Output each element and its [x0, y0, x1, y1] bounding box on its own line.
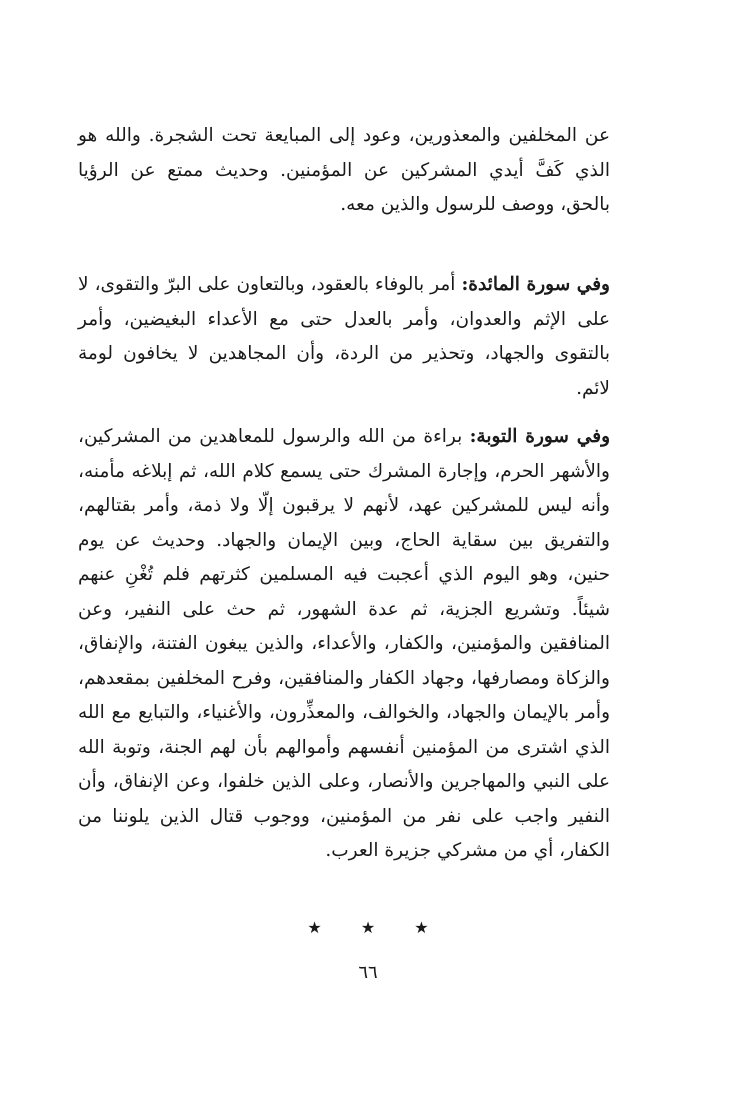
star-icon: ★	[360, 918, 376, 937]
star-icon: ★	[307, 918, 322, 937]
page-number: ٦٦	[358, 962, 378, 983]
section-separator	[0, 918, 736, 937]
star-icon: ★	[414, 918, 429, 937]
paragraph-3	[78, 420, 610, 869]
paragraph-2	[78, 268, 610, 406]
paragraph-1	[78, 119, 610, 223]
paragraph-3-lead: وفي سورة التوبة:	[469, 426, 610, 447]
paragraph-2-lead: وفي سورة المائدة:	[461, 274, 610, 295]
paragraph-3-text: براءة من الله والرسول للمعاهدين من المشركين، والأشهر الحرم، وإجارة المشرك حتى يسمع كلام الله، ثم إبلاغه مأمنه، وأنه ليس للمشركين عهد، لأنهم لا يرقبون إلّا ولا ذمة، وأمر بقتالهم، والتفريق بين سقاية الحاج، وبين الإيمان والجهاد. وحديث عن يوم حنين، وهو اليوم الذي أعجبت فيه المسلمين كثرتهم فلم تُغْنِ عنهم شيئاً. وتشريع الجزية، ثم عدة الشهور، ثم حث على النفير، وعن المنافقين والمؤمنين، والكفار، والأعداء، والذين يبغون الفتنة، والإنفاق، والزكاة ومصارفها، وجهاد الكفار والمنافقين، وفرح المخلفين بمقعدهم، وأمر بالإيمان والجهاد، والخوالف، والمعذِّرون، والأغنياء، والتبايع مع الله الذي اشترى من المؤمنين أنفسهم وأموالهم بأن لهم الجنة، وتوبة الله على النبي والمهاجرين والأنصار، وعلى الذين خلفوا، وعن الإنفاق، وأن النفير واجب على نفر من المؤمنين، ووجوب قتال الذين يلوننا من الكفار، أي من مشركي جزيرة العرب.	[78, 426, 610, 861]
paragraph-1-text: عن المخلفين والمعذورين، وعود إلى المبايعة تحت الشجرة. والله هو الذي كَفَّ أيدي المشركين عن المؤمنين. وحديث ممتع عن الرؤيا بالحق، ووصف للرسول والذين معه.	[78, 125, 610, 215]
paragraph-2-text: أمر بالوفاء بالعقود، وبالتعاون على البرّ والتقوى، لا على الإثم والعدوان، وأمر بالعدل حتى مع الأعداء البغيضين، وأمر بالتقوى والجهاد، وتحذير من الردة، وأن المجاهدين لا يخافون لومة لائم.	[78, 274, 610, 399]
